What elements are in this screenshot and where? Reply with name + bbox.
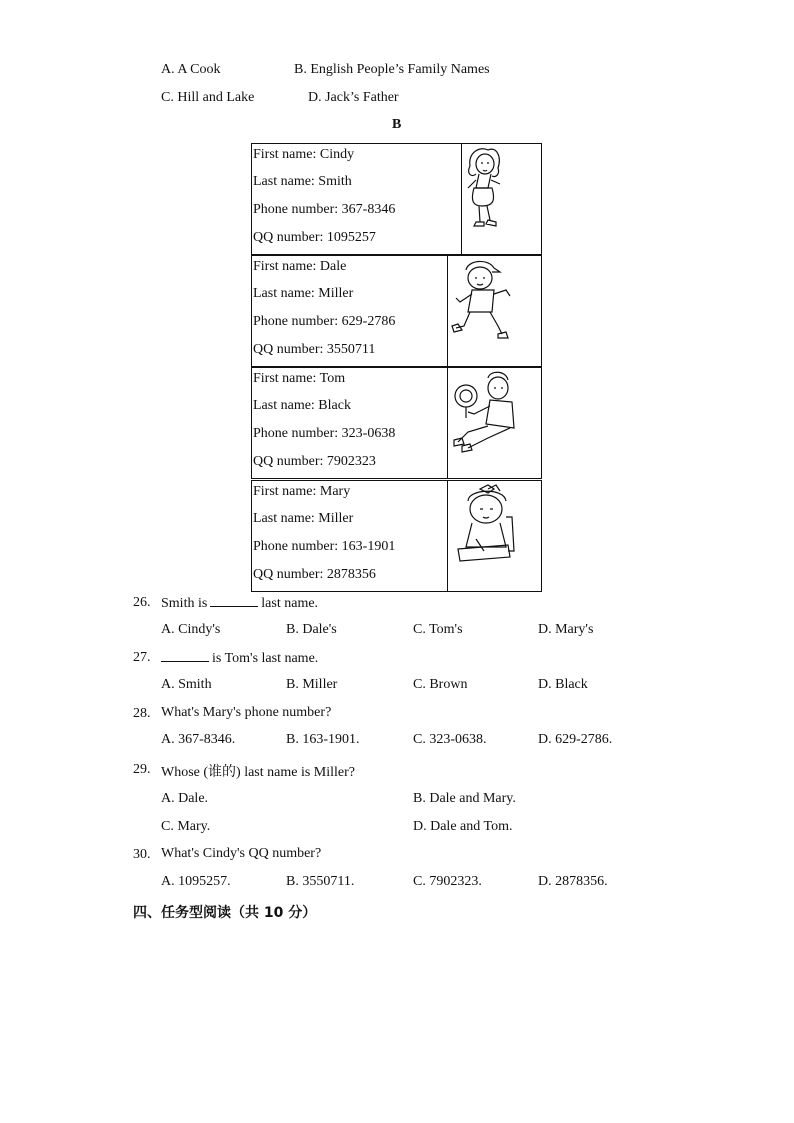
section-four-heading: 四、任务型阅读（共 10 分） — [133, 905, 317, 921]
qq-number: QQ number: 2878356 — [253, 567, 376, 582]
last-name: Last name: Black — [253, 398, 351, 413]
option-a: A. 367-8346. — [161, 732, 236, 747]
profile-card-cindy — [251, 143, 542, 255]
option-a: A. Dale. — [161, 791, 209, 806]
last-name: Last name: Smith — [253, 174, 352, 189]
option-d: D. 2878356. — [538, 874, 608, 889]
section-label: B — [392, 117, 402, 132]
girl-writing-icon — [447, 481, 541, 591]
first-name: First name: Cindy — [253, 147, 355, 162]
option-d: D. 629-2786. — [538, 732, 613, 747]
phone-number: Phone number: 629-2786 — [253, 314, 396, 329]
option-c: C. 7902323. — [413, 874, 482, 889]
profile-card-mary — [251, 480, 542, 592]
phone-number: Phone number: 163-1901 — [253, 539, 396, 554]
option-d-top: D. Jack’s Father — [308, 90, 399, 105]
boy-sitting-icon — [447, 368, 541, 478]
boy-running-icon — [447, 256, 541, 366]
last-name: Last name: Miller — [253, 286, 354, 301]
option-c-top: C. Hill and Lake — [161, 90, 255, 105]
option-c: C. Tom's — [413, 622, 463, 637]
question-27-text — [161, 649, 318, 667]
question-number: 29. — [133, 762, 151, 777]
option-a: A. Cindy's — [161, 622, 221, 637]
option-c: C. 323-0638. — [413, 732, 487, 747]
phone-number: Phone number: 323-0638 — [253, 426, 396, 441]
question-text-post: is Tom's last name. — [212, 651, 319, 666]
option-b-top: B. English People’s Family Names — [294, 62, 490, 77]
answer-blank — [161, 649, 209, 662]
first-name: First name: Dale — [253, 259, 347, 274]
profile-card-tom — [251, 367, 542, 479]
question-number: 28. — [133, 706, 151, 721]
first-name: First name: Tom — [253, 371, 346, 386]
question-29-text: Whose (谁的) last name is Miller? — [161, 765, 356, 780]
option-b: B. 163-1901. — [286, 732, 360, 747]
option-b: B. Dale's — [286, 622, 337, 637]
girl-walking-icon — [461, 144, 541, 254]
option-d: D. Dale and Tom. — [413, 819, 513, 834]
option-a: A. Smith — [161, 677, 212, 692]
question-number: 26. — [133, 595, 151, 610]
phone-number: Phone number: 367-8346 — [253, 202, 396, 217]
answer-blank — [210, 594, 258, 607]
option-c: C. Brown — [413, 677, 468, 692]
question-number: 27. — [133, 650, 151, 665]
last-name: Last name: Miller — [253, 511, 354, 526]
question-26-text — [161, 594, 318, 612]
option-d: D. Black — [538, 677, 588, 692]
qq-number: QQ number: 1095257 — [253, 230, 376, 245]
qq-number: QQ number: 7902323 — [253, 454, 376, 469]
question-30-text: What's Cindy's QQ number? — [161, 846, 322, 861]
option-b: B. Miller — [286, 677, 338, 692]
question-number: 30. — [133, 847, 151, 862]
profile-card-dale — [251, 255, 542, 367]
option-b: B. Dale and Mary. — [413, 791, 516, 806]
question-text-pre: Smith is — [161, 596, 208, 611]
first-name: First name: Mary — [253, 484, 351, 499]
option-d: D. Mary's — [538, 622, 594, 637]
option-a: A. 1095257. — [161, 874, 231, 889]
qq-number: QQ number: 3550711 — [253, 342, 376, 357]
option-c: C. Mary. — [161, 819, 211, 834]
question-text-post: last name. — [261, 596, 319, 611]
option-b: B. 3550711. — [286, 874, 355, 889]
option-a-top: A. A Cook — [161, 62, 221, 77]
question-28-text: What's Mary's phone number? — [161, 705, 332, 720]
